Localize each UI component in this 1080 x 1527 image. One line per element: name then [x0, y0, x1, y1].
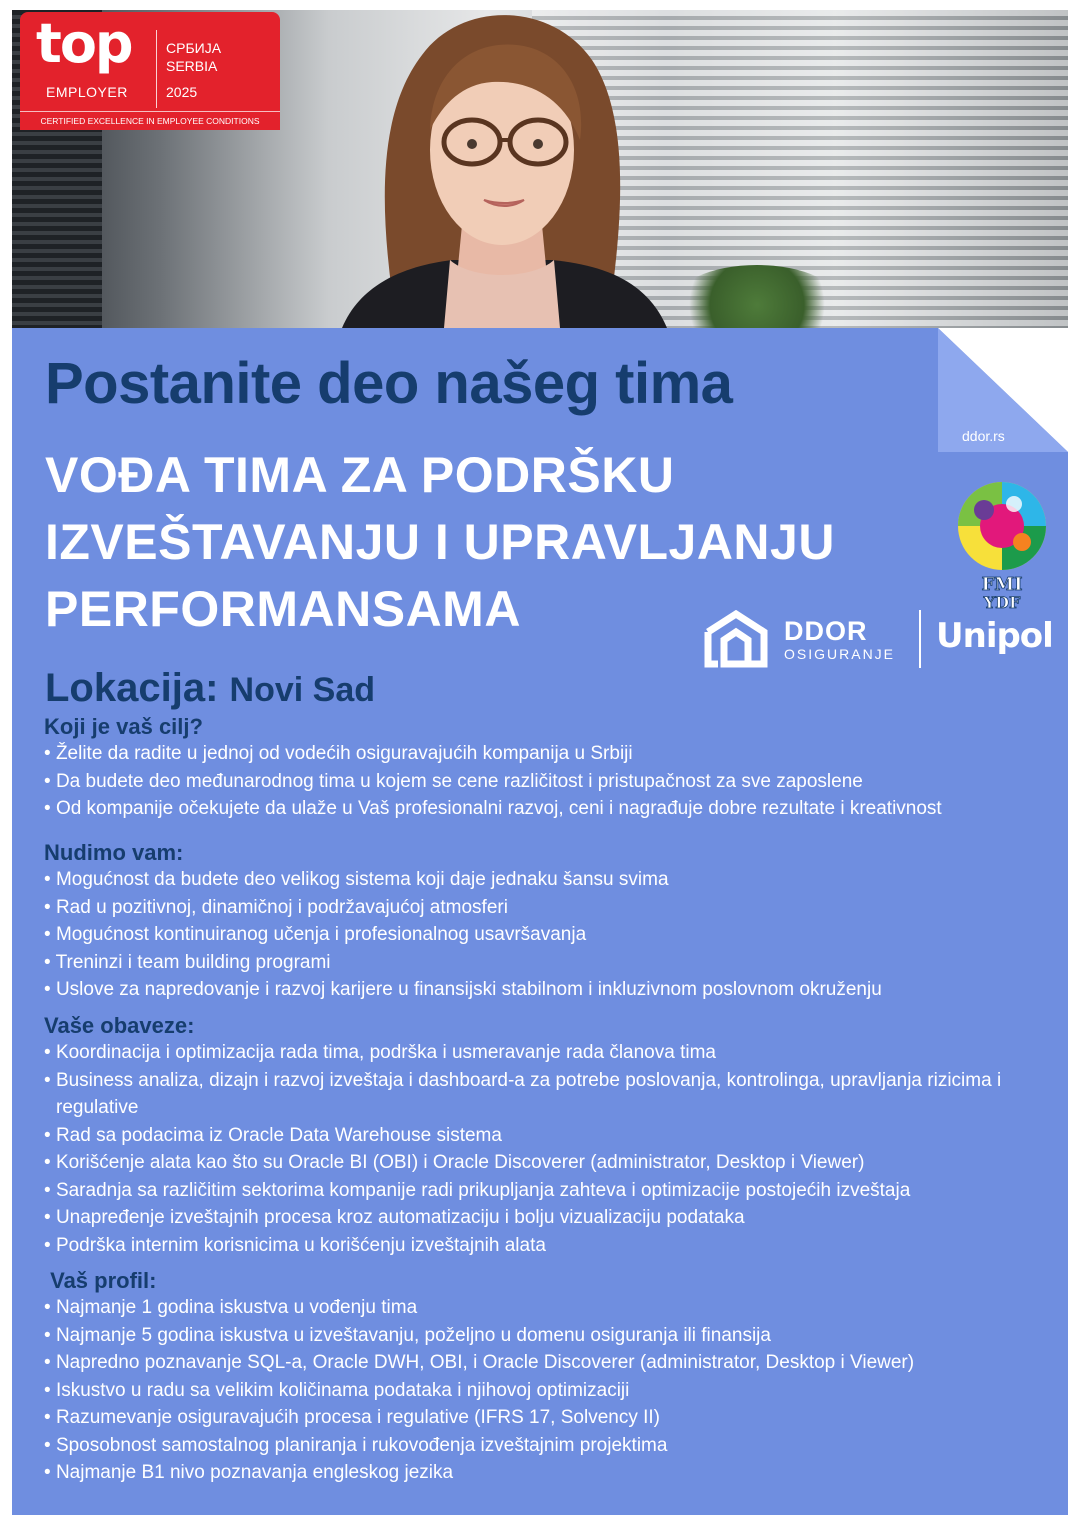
list-item: • Mogućnost da budete deo velikog sistema koji daje jednaku šansu svima [44, 866, 1068, 894]
list-item: • Rad sa podacima iz Oracle Data Warehouse sistema [44, 1122, 1068, 1150]
location-label: Lokacija: [45, 666, 219, 710]
list-item: • Sposobnost samostalnog planiranja i rukovođenja izveštajnim projektima [44, 1432, 1068, 1460]
section-title: Nudimo vam: [44, 840, 184, 865]
bullet-list [44, 866, 1068, 1004]
list-item: • Business analiza, dizajn i razvoj izveštaja i dashboard-a za potrebe poslovanja, kontrolinga, upravljanja rizicima i regulative [44, 1067, 1041, 1122]
list-item: • Napredno poznavanje SQL-a, Oracle DWH, OBI, i Oracle Discoverer (administrator, Desktop i Viewer) [44, 1349, 1068, 1377]
section-title: Vaše obaveze: [44, 1013, 195, 1038]
list-item: • Podrška internim korisnicima u korišćenju izveštajnih alata [44, 1232, 1068, 1260]
list-item: • Od kompanije očekujete da ulaže u Vaš profesionalni razvoj, ceni i nagrađuje dobre rezultate i kreativnost [44, 795, 1068, 823]
section-title: Vaš profil: [44, 1268, 157, 1293]
list-item: • Iskustvo u radu sa velikim količinama podataka i njihovoj optimizaciji [44, 1377, 1068, 1405]
ddor-house-icon [704, 610, 768, 668]
badge-employer-word: EMPLOYER [46, 84, 128, 100]
list-item: • Uslove za napredovanje i razvoj karijere u finansijski stabilnom i inkluzivnom poslovnom okruženju [44, 976, 1068, 1004]
badge-top-word: top [36, 12, 132, 75]
list-item: • Korišćenje alata kao što su Oracle BI (OBI) i Oracle Discoverer (administrator, Desktop i Viewer) [44, 1149, 1068, 1177]
headline: Postanite deo našeg tima [45, 351, 733, 416]
badge-year: 2025 [166, 84, 198, 100]
unipol-name: Unipol [936, 616, 1053, 656]
section-goals [44, 714, 1068, 823]
list-item: • Želite da radite u jednoj od vodećih osiguravajućih kompanija u Srbiji [44, 740, 1068, 768]
job-poster [12, 10, 1068, 1515]
list-item: • Koordinacija i optimizacija rada tima, podrška i usmeravanje rada članova tima [44, 1039, 1068, 1067]
section-duties [44, 1013, 1068, 1259]
woman-portrait [302, 10, 702, 328]
badge-certified-text: CERTIFIED EXCELLENCE IN EMPLOYEE CONDITIONS [20, 111, 280, 130]
list-item: • Razumevanje osiguravajućih procesa i regulative (IFRS 17, Solvency II) [44, 1404, 1068, 1432]
list-item: • Mogućnost kontinuiranog učenja i profesionalnog usavršavanja [44, 921, 1068, 949]
list-item: • Najmanje B1 nivo poznavanja engleskog jezika [44, 1459, 1068, 1487]
list-item: • Najmanje 5 godina iskustva u izveštavanju, poželjno u domenu osiguranja ili finansija [44, 1322, 1068, 1350]
list-item: • Saradnja sa različitim sektorima kompanije radi prikupljanja zahteva i optimizacije postojećih izveštaja [44, 1177, 1068, 1205]
list-item: • Da budete deo međunarodnog tima u kojem se cene različitost i pristupačnost za sve zaposlene [44, 768, 1068, 796]
ddor-subtitle: OSIGURANJE [784, 646, 896, 662]
fmi-ydf-logo [954, 480, 1050, 610]
ddor-name: DDOR [784, 616, 868, 646]
ddor-unipol-logo [704, 610, 1053, 668]
badge-country-cyrillic: СРБИЈА [166, 40, 222, 56]
list-item: • Unapređenje izveštajnih procesa kroz automatizaciju i bolju vizualizaciju podataka [44, 1204, 1068, 1232]
svg-text:YDF: YDF [983, 593, 1021, 610]
svg-text:FMI: FMI [981, 574, 1023, 595]
section-title: Koji je vaš cilj? [44, 714, 203, 739]
badge-country-latin: SERBIA [166, 58, 218, 74]
website-url[interactable]: ddor.rs [962, 428, 1005, 444]
logo-separator [919, 610, 921, 668]
location [45, 666, 375, 711]
section-profile [44, 1268, 1068, 1487]
section-offer [44, 840, 1068, 1004]
bullet-list [44, 1039, 1068, 1259]
location-city: Novi Sad [229, 671, 376, 709]
list-item: • Rad u pozitivnoj, dinamičnoj i podržavajućoj atmosferi [44, 894, 1068, 922]
list-item: • Najmanje 1 godina iskustva u vođenju tima [44, 1294, 1068, 1322]
list-item: • Treninzi i team building programi [44, 949, 1068, 977]
job-title: VOĐA TIMA ZA PODRŠKU IZVEŠTAVANJU I UPRAVLJANJU PERFORMANSAMA [45, 447, 835, 637]
badge-divider [156, 30, 157, 108]
bullet-list [44, 1294, 1068, 1487]
bullet-list [44, 740, 1068, 823]
top-employer-badge [20, 12, 280, 130]
